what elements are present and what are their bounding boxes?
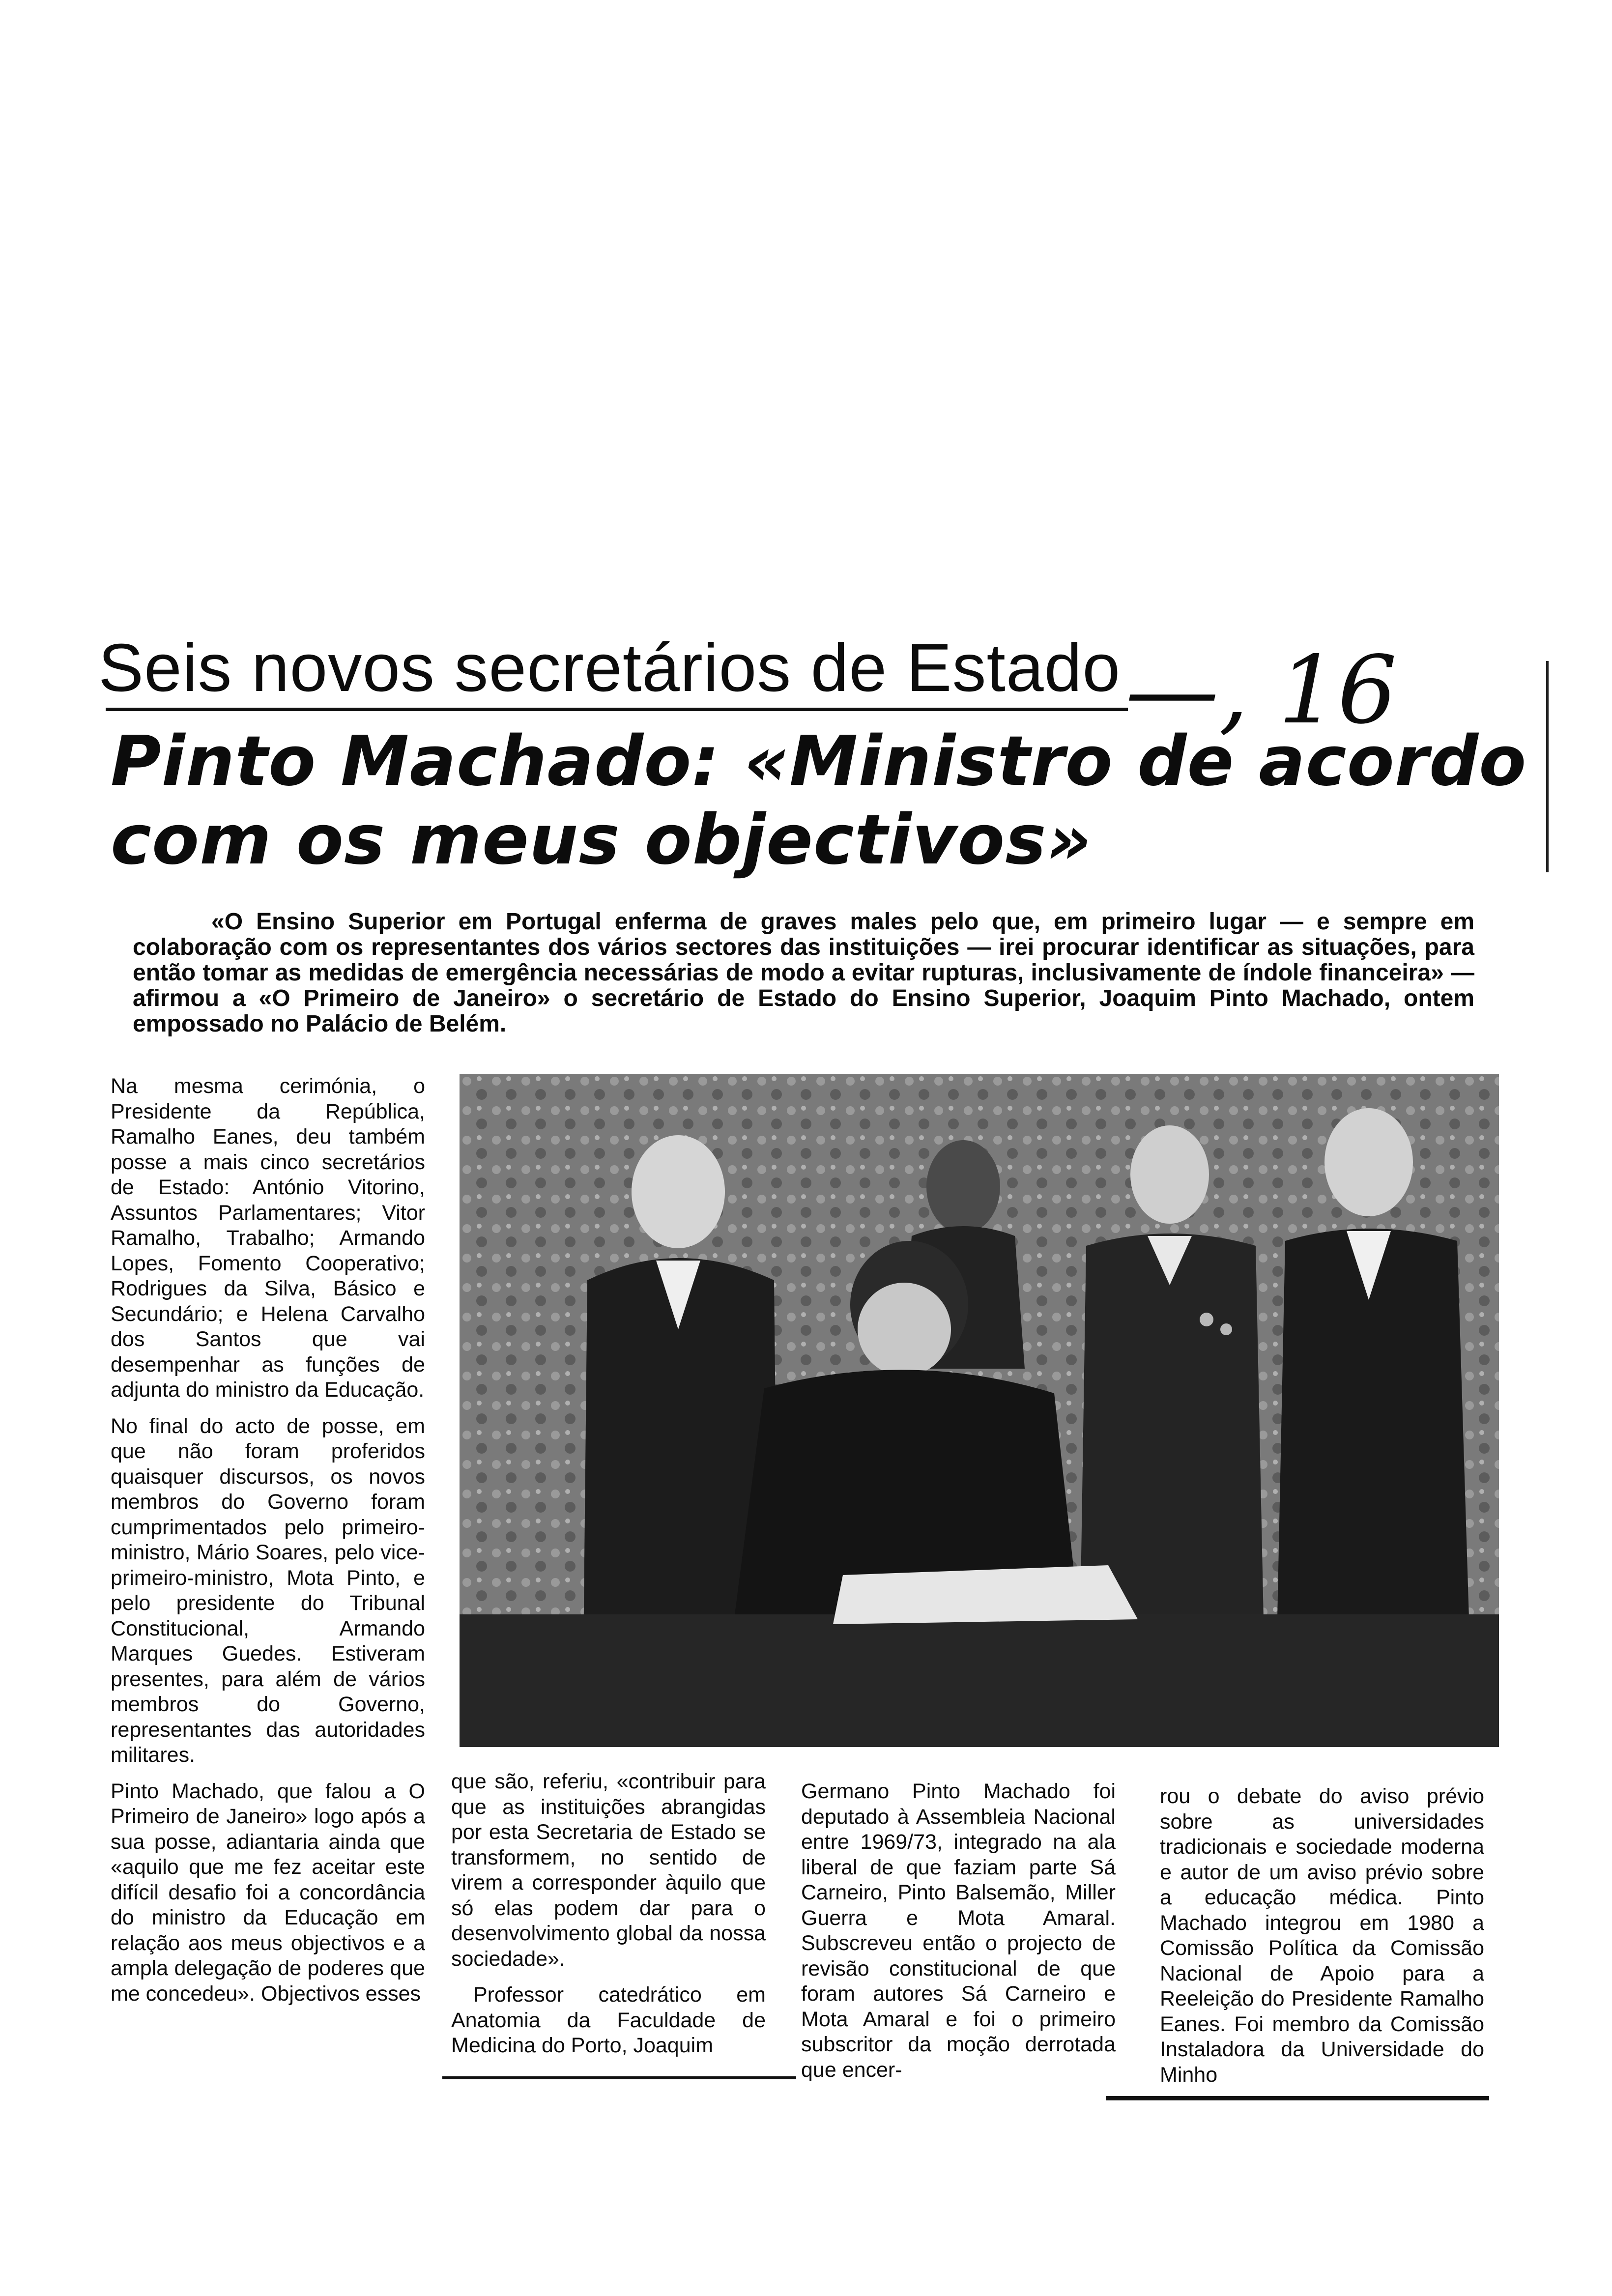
kicker-underline — [106, 708, 1128, 711]
paragraph: Professor catedrático em Anatomia da Faculdade de Medicina do Porto, Joaquim — [451, 1983, 766, 2057]
article-headline: Pinto Machado: «Ministro de acordo com os meus objectivos» — [111, 721, 1527, 880]
margin-rule — [1546, 661, 1549, 872]
article-column-4 — [1160, 1784, 1484, 2088]
article-lede: «O Ensino Superior em Portugal enferma de graves males pelo que, em primeiro lugar — e sempre em colaboração com os representantes dos vários sectores das instituições — irei procurar identificar as situações, para então tomar as medidas de emergência necessárias de modo a evitar rupturas, inclusivamente de índole financeira» — afirmou a «O Primeiro de Janeiro» o secretário de Estado do Ensino Superior, Joaquim Pinto Machado, ontem empossado no Palácio de Belém. — [133, 909, 1474, 1037]
article-column-1 — [111, 1074, 425, 2007]
column-divider-rule — [1106, 2096, 1489, 2100]
article-column-2 — [451, 1769, 766, 2059]
handwritten-annotation: —, 16 — [1125, 636, 1397, 745]
paragraph: No final do acto de posse, em que não foram proferidos quaisquer discursos, os novos membros do Governo foram cumprimentados pelo primeiro-ministro, Mário Soares, pelo vice-primeiro-ministro, Mota Pinto, e pelo presidente do Tribunal Constitucional, Armando Marques Guedes. Estiveram presentes, para além de vários membros do Governo, representantes das autoridades militares. — [111, 1414, 425, 1767]
article-kicker: Seis novos secretários de Estado — [98, 630, 1121, 706]
paragraph: Germano Pinto Machado foi deputado à Assembleia Nacional entre 1969/73, integrado na ala liberal de que faziam parte Sá Carneiro, Pinto Balsemão, Miller Guerra e Mota Amaral. Subscreveu então o projecto de revisão constitucional de que foram autores Sá Carneiro e Mota Amaral e foi o primeiro subscritor da moção derrotada que encer- — [801, 1779, 1116, 2082]
paragraph: rou o debate do aviso prévio sobre as universidades tradicionais e sociedade moderna e autor de um aviso prévio sobre a educação médica. Pinto Machado integrou em 1980 a Comissão Política da Comissão Nacional de Apoio para a Reeleição do Presidente Ramalho Eanes. Foi membro da Comissão Instaladora da Universidade do Minho — [1160, 1784, 1484, 2087]
ceremony-photo — [460, 1074, 1499, 1747]
column-divider-rule — [442, 2076, 796, 2079]
article-column-3 — [801, 1779, 1116, 2083]
paragraph: Pinto Machado, que falou a O Primeiro de Janeiro» logo após a sua posse, adiantaria ainda que «aquilo que me fez aceitar este difícil desafio foi a concordância do ministro da Educação em relação aos meus objectivos e a ampla delegação de poderes que me concedeu». Objectivos esses — [111, 1779, 425, 2006]
ceremony-photo-drawing — [460, 1074, 1499, 1747]
paragraph: Na mesma cerimónia, o Presidente da República, Ramalho Eanes, deu também posse a mais cinco secretários de Estado: António Vitorino, Assuntos Parlamentares; Vitor Ramalho, Trabalho; Armando Lopes, Fomento Cooperativo; Rodrigues da Silva, Básico e Secundário; e Helena Carvalho dos Santos que vai desempenhar as funções de adjunta do ministro da Educação. — [111, 1074, 425, 1402]
paragraph: que são, referiu, «contribuir para que as instituições abrangidas por esta Secretaria de Estado se transformem, no sentido de virem a corresponder àquilo que só elas podem dar para o desenvolvimento global da nossa sociedade». — [451, 1770, 766, 1971]
